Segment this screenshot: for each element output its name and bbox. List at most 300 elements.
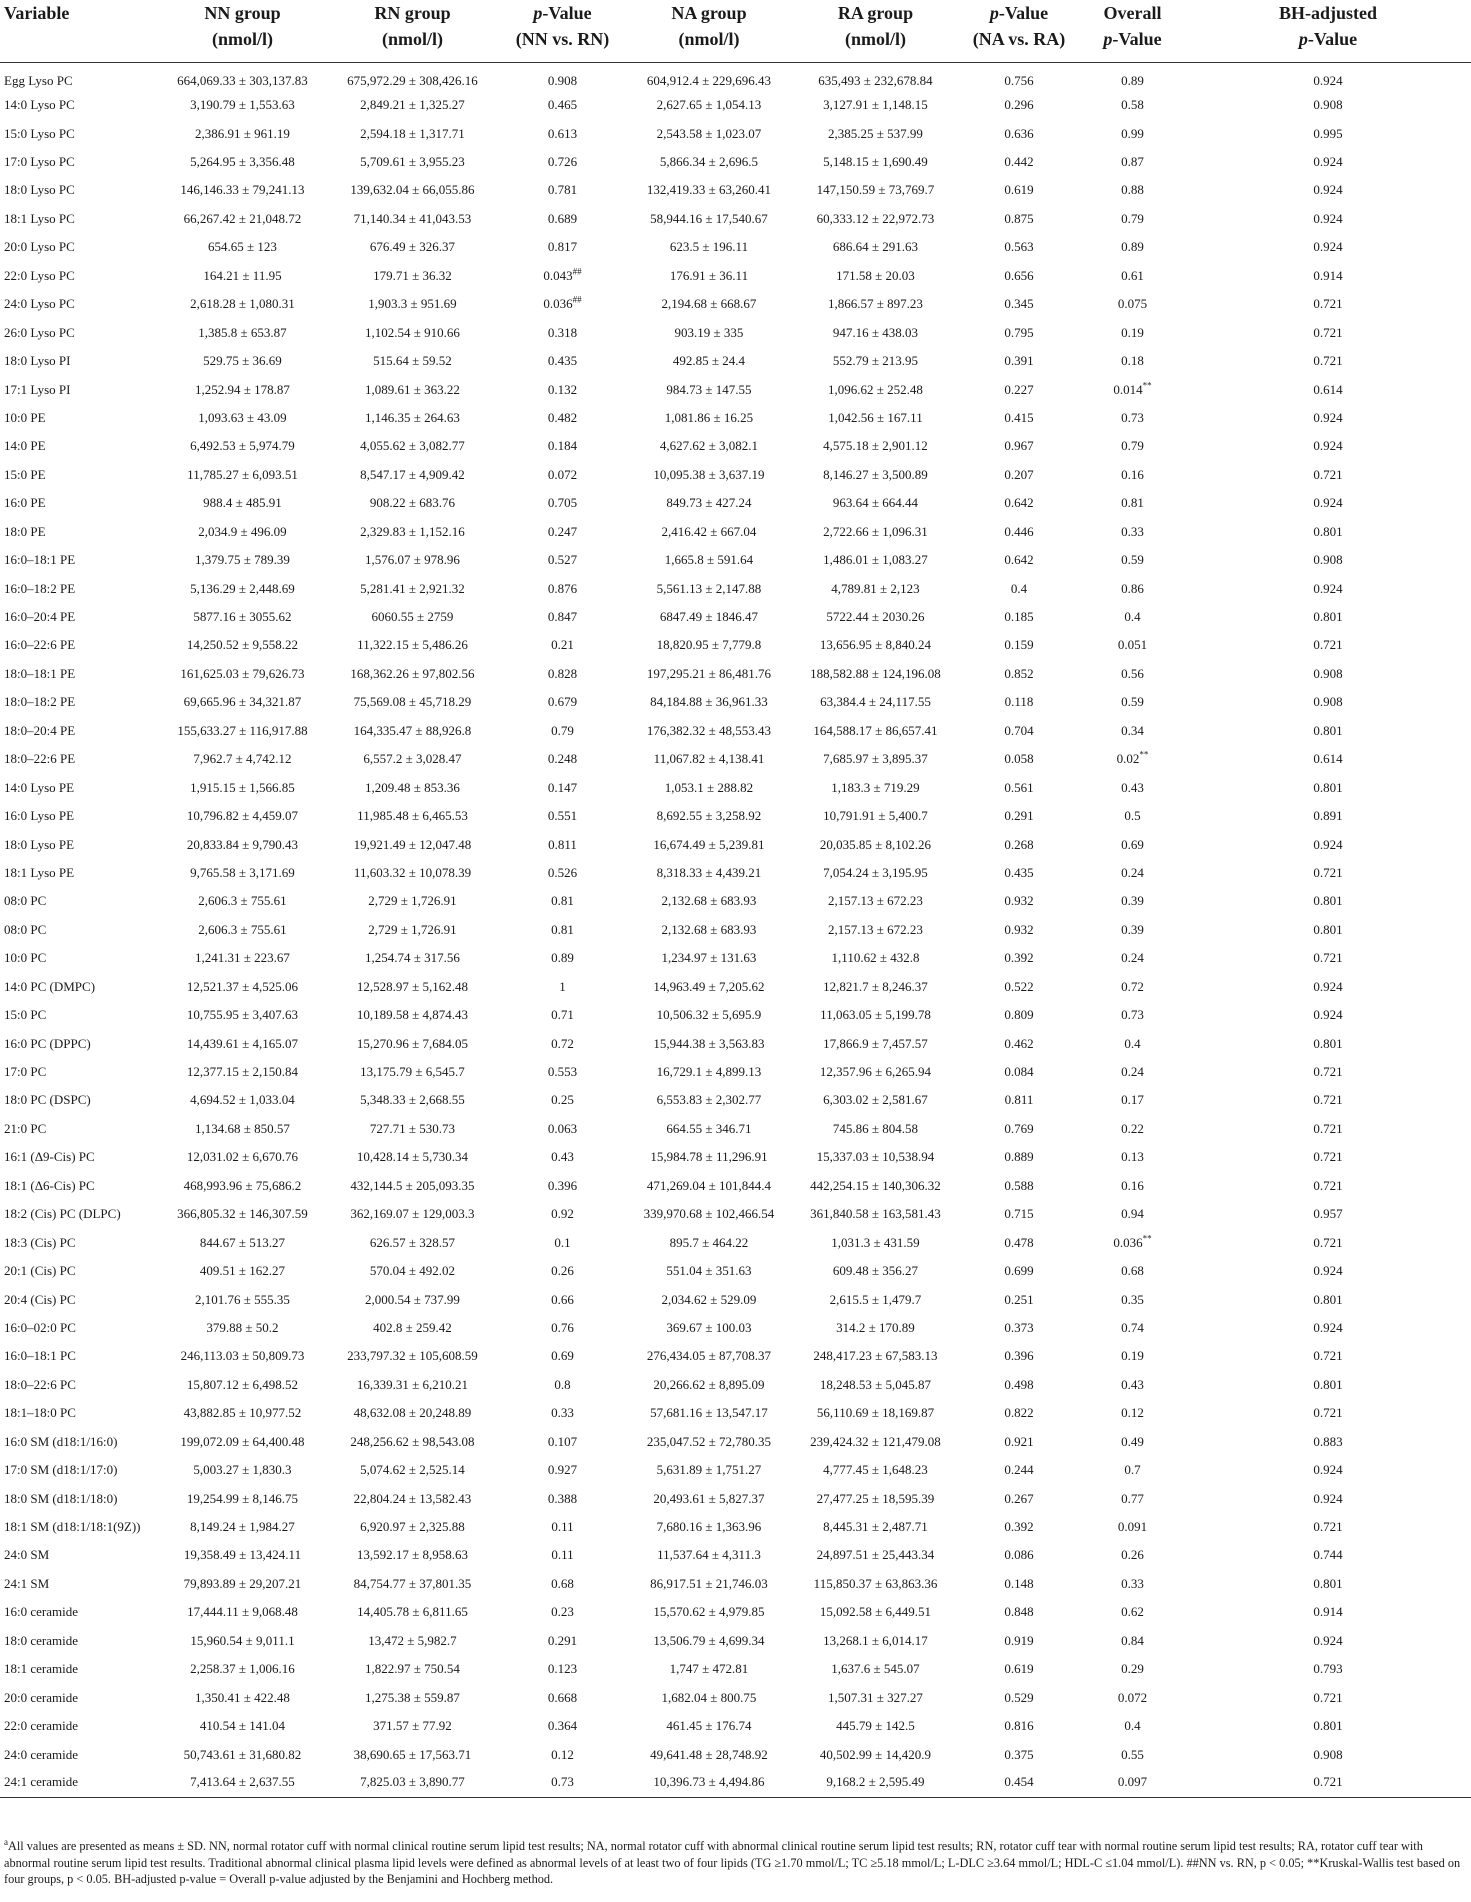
value-cell: 0.68 [1121,1263,1144,1279]
value-cell: 0.091 [1117,1519,1148,1535]
value-cell: 0.02** [1116,749,1149,767]
value-cell: 984.73 ± 147.55 [666,381,752,397]
table-row [0,489,1471,517]
value-cell: 0.924 [1313,210,1343,226]
table-row [0,176,1471,204]
value-cell: 16,729.1 ± 4,899.13 [656,1064,762,1080]
value-cell: 11,985.48 ± 6,465.53 [357,808,468,824]
variable-cell: 08:0 PC [4,893,47,909]
value-cell: 10,189.58 ± 4,874.43 [356,1007,469,1023]
value-cell: 5,561.13 ± 2,147.88 [656,580,762,596]
value-cell: 515.64 ± 59.52 [373,353,452,369]
value-cell: 63,384.4 ± 24,117.55 [820,694,931,710]
variable-cell: 18:0 Lyso PE [4,836,75,852]
value-cell: 0.781 [547,182,578,198]
value-cell: 0.39 [1121,921,1144,937]
table-row [0,1086,1471,1114]
value-cell: 5,074.62 ± 2,525.14 [360,1462,465,1478]
value-cell: 0.809 [1004,1007,1034,1023]
table-row [0,1627,1471,1655]
value-cell: 0.24 [1121,864,1144,880]
value-cell: 0.561 [1004,779,1034,795]
value-cell: 0.721 [1313,324,1343,340]
value-cell: 1,275.38 ± 559.87 [365,1689,460,1705]
table-footnote [4,1838,1464,1888]
value-cell: 0.705 [547,495,578,511]
value-cell: 0.721 [1313,1348,1343,1364]
table-row [0,1570,1471,1598]
value-cell: 2,615.5 ± 1,479.7 [829,1291,922,1307]
value-cell: 0.924 [1313,978,1343,994]
value-cell: 0.81 [551,893,574,909]
value-cell: 0.699 [1004,1263,1034,1279]
column-header-line1: BH-adjusted [1278,3,1377,23]
value-cell: 0.679 [547,694,578,710]
variable-cell: 24:0 SM [4,1547,50,1563]
value-cell: 13,592.17 ± 8,958.63 [356,1547,469,1563]
value-cell: 0.816 [1004,1718,1034,1734]
value-cell: 0.932 [1004,921,1034,937]
value-cell: 0.097 [1080,1769,1185,1797]
value-cell: 2,729 ± 1,726.91 [368,893,457,909]
value-cell: 8,547.17 ± 4,909.42 [360,466,465,482]
value-cell: 0.318 [547,324,578,340]
value-cell: 0.39 [1121,893,1144,909]
value-cell: 19,921.49 ± 12,047.48 [353,836,472,852]
value-cell: 0.921 [1004,1433,1034,1449]
value-cell: 0.86 [1121,580,1144,596]
table-row [0,546,1471,574]
table-row [0,63,1471,91]
value-cell: 22,804.24 ± 13,582.43 [353,1490,472,1506]
value-cell: 0.811 [1004,1092,1034,1108]
value-cell: 43,882.85 ± 10,977.52 [183,1405,302,1421]
value-cell: 0.4 [1010,580,1028,596]
value-cell: 623.5 ± 196.11 [669,239,749,255]
value-cell: 0.801 [1313,1718,1343,1734]
value-cell: 10,396.73 ± 4,494.86 [625,1769,793,1797]
value-cell: 5,281.41 ± 2,921.32 [360,580,465,596]
value-cell: 0.58 [1121,97,1144,113]
table-row [0,603,1471,631]
value-cell: 0.251 [1004,1291,1034,1307]
value-cell: 0.4 [1124,1035,1141,1051]
value-cell: 11,063.05 ± 5,199.78 [820,1007,931,1023]
value-cell: 11,322.15 ± 5,486.26 [357,637,468,653]
value-cell: 199,072.09 ± 64,400.48 [180,1433,305,1449]
value-cell: 6,920.97 ± 2,325.88 [360,1519,465,1535]
value-cell: 0.62 [1121,1604,1144,1620]
value-cell: 0.914 [1313,1604,1343,1620]
table-row [0,916,1471,944]
value-cell: 27,477.25 ± 18,595.39 [816,1490,935,1506]
value-cell: 0.478 [1004,1234,1034,1250]
value-cell: 1,915.15 ± 1,566.85 [190,779,295,795]
value-cell: 5877.16 ± 3055.62 [193,609,292,625]
value-cell: 0.29 [1121,1661,1144,1677]
variable-cell: 18:1 Lyso PE [4,864,75,880]
value-cell: 19,358.49 ± 13,424.11 [183,1547,302,1563]
column-header-line1: Variable [4,3,70,23]
value-cell: 0.94 [1121,1206,1144,1222]
value-cell: 12,357.96 ± 6,265.94 [819,1064,932,1080]
value-cell: 0.908 [1313,694,1343,710]
value-cell: 6,303.02 ± 2,581.67 [823,1092,928,1108]
value-cell: 0.801 [1313,1291,1343,1307]
variable-cell: 18:1 Lyso PC [4,210,75,226]
value-cell: 0.704 [1004,722,1034,738]
value-cell: 903.19 ± 335 [674,324,744,340]
table-row [0,717,1471,745]
value-cell: 0.49 [1121,1433,1144,1449]
value-cell: 139,632.04 ± 66,055.86 [350,182,475,198]
value-cell: 6847.49 ± 1846.47 [659,609,759,625]
value-cell: 314.2 ± 170.89 [836,1319,915,1335]
value-cell: 0.721 [1313,1149,1343,1165]
table-row [0,859,1471,887]
value-cell: 14,439.61 ± 4,165.07 [186,1035,299,1051]
value-cell: 3,190.79 ± 1,553.63 [190,97,295,113]
value-cell: 8,692.55 ± 3,258.92 [656,808,762,824]
variable-cell: 20:1 (Cis) PC [4,1263,76,1279]
value-cell: 0.522 [1004,978,1034,994]
column-header-line1: NA group [671,3,747,23]
value-cell: 0.207 [1004,466,1034,482]
value-cell: 2,194.68 ± 668.67 [661,296,757,312]
value-cell: 5722.44 ± 2030.26 [826,609,925,625]
value-cell: 17,866.9 ± 7,457.57 [823,1035,928,1051]
value-cell: 895.7 ± 464.22 [669,1234,749,1250]
value-cell: 2,101.76 ± 555.35 [195,1291,290,1307]
value-cell: 5,148.15 ± 1,690.49 [823,154,928,170]
column-header [325,0,500,63]
value-cell: 1,379.75 ± 789.39 [195,552,290,568]
value-cell: 0.17 [1121,1092,1144,1108]
value-cell: 9,168.2 ± 2,595.49 [793,1769,958,1797]
value-cell: 654.65 ± 123 [208,239,277,255]
value-cell: 0.721 [1313,864,1343,880]
value-cell: 2,606.3 ± 755.61 [198,893,287,909]
value-cell: 14,250.52 ± 9,558.22 [186,637,299,653]
value-cell: 0.147 [547,779,578,795]
value-cell: 0.454 [958,1769,1080,1797]
table-row [0,119,1471,147]
value-cell: 164,588.17 ± 86,657.41 [813,722,938,738]
value-cell: 7,825.03 ± 3,890.77 [325,1769,500,1797]
value-cell: 0.462 [1004,1035,1034,1051]
column-header-line2: (nmol/l) [678,29,740,49]
value-cell: 379.88 ± 50.2 [206,1319,279,1335]
value-cell: 20,035.85 ± 8,102.26 [819,836,932,852]
value-cell: 0.957 [1313,1206,1343,1222]
value-cell: 0.721 [1313,1064,1343,1080]
value-cell: 0.227 [1004,381,1034,397]
value-cell: 0.908 [1313,552,1343,568]
table-row [0,1740,1471,1768]
column-header-line1: p-Value [533,3,592,23]
value-cell: 0.636 [1004,125,1034,141]
value-cell: 0.55 [1121,1746,1144,1762]
variable-cell: 18:1–18:0 PC [4,1405,76,1421]
value-cell: 0.74 [1121,1319,1144,1335]
value-cell: 0.13 [1121,1149,1144,1165]
table-row [0,1541,1471,1569]
value-cell: 0.086 [1004,1547,1034,1563]
value-cell: 0.69 [551,1348,574,1364]
value-cell: 2,132.68 ± 683.93 [661,893,757,909]
value-cell: 0.063 [547,1120,578,1136]
value-cell: 0.291 [547,1632,578,1648]
value-cell: 0.848 [1004,1604,1034,1620]
value-cell: 0.118 [1004,694,1034,710]
table-row [0,432,1471,460]
value-cell: 0.924 [1313,409,1343,425]
value-cell: 1,096.62 ± 252.48 [828,381,923,397]
value-cell: 5,348.33 ± 2,668.55 [360,1092,465,1108]
value-cell: 4,777.45 ± 1,648.23 [823,1462,928,1478]
value-cell: 0.107 [547,1433,578,1449]
variable-cell: 15:0 PE [4,466,46,482]
variable-cell: 17:0 Lyso PC [4,154,75,170]
value-cell: 2,618.28 ± 1,080.31 [190,296,295,312]
table-row [0,1314,1471,1342]
variable-cell: 24:1 SM [4,1575,50,1591]
value-cell: 0.668 [547,1689,578,1705]
value-cell: 0.43 [551,1149,574,1165]
value-cell: 0.73 [500,1769,625,1797]
table-row [0,631,1471,659]
value-cell: 0.81 [551,921,574,937]
value-cell: 233,797.32 ± 105,608.59 [347,1348,478,1364]
value-cell: 8,146.27 ± 3,500.89 [823,466,928,482]
value-cell: 0.84 [1121,1632,1144,1648]
value-cell: 0.184 [547,438,578,454]
value-cell: 0.11 [551,1519,574,1535]
value-cell: 1,350.41 ± 422.48 [195,1689,290,1705]
variable-cell: 24:0 Lyso PC [4,296,75,312]
value-cell: 5,866.34 ± 2,696.5 [659,154,759,170]
value-cell: 38,690.65 ± 17,563.71 [353,1746,472,1762]
table-row [0,1399,1471,1427]
column-header-line1: Overall [1103,3,1162,23]
variable-cell: 26:0 Lyso PC [4,324,75,340]
value-cell: 239,424.32 ± 121,479.08 [810,1433,941,1449]
table-row [0,1655,1471,1683]
value-cell: 609.48 ± 356.27 [832,1263,919,1279]
value-cell: 0.391 [1004,353,1034,369]
value-cell: 0.084 [1004,1064,1034,1080]
variable-cell: 18:2 (Cis) PC (DLPC) [4,1206,121,1222]
value-cell: 0.876 [547,580,578,596]
value-cell: 0.529 [1004,1689,1034,1705]
value-cell: 0.924 [1313,239,1343,255]
value-cell: 686.64 ± 291.63 [832,239,919,255]
variable-cell: 16:0–22:6 PE [4,637,76,653]
value-cell: 963.64 ± 664.44 [832,495,919,511]
value-cell: 2,329.83 ± 1,152.16 [360,523,465,539]
value-cell: 0.908 [1313,1746,1343,1762]
value-cell: 0.721 [1313,1689,1343,1705]
value-cell: 570.04 ± 492.02 [369,1263,456,1279]
value-cell: 0.77 [1121,1490,1144,1506]
value-cell: 2,543.58 ± 1,023.07 [656,125,762,141]
value-cell: 1,747 ± 472.81 [669,1661,749,1677]
value-cell: 16,674.49 ± 5,239.81 [653,836,765,852]
table-row [0,1769,1471,1797]
table-row [0,205,1471,233]
value-cell: 0.721 [1313,1519,1343,1535]
variable-cell: 18:0–22:6 PE [4,751,76,767]
value-cell: 339,970.68 ± 102,466.54 [643,1206,775,1222]
table-row [0,944,1471,972]
variable-cell: 14:0 Lyso PE [4,779,75,795]
value-cell: 0.19 [1121,324,1144,340]
value-cell: 15,984.78 ± 11,296.91 [650,1149,768,1165]
value-cell: 0.967 [1004,438,1034,454]
value-cell: 48,632.08 ± 20,248.89 [353,1405,472,1421]
value-cell: 0.375 [1004,1746,1034,1762]
value-cell: 675,972.29 ± 308,426.16 [347,72,478,88]
value-cell: 0.924 [1313,1263,1343,1279]
value-cell: 0.25 [551,1092,574,1108]
value-cell: 7,413.64 ± 2,637.55 [160,1769,325,1797]
footnote-marker: a [4,1836,8,1847]
value-cell: 0.551 [547,808,578,824]
value-cell: 0.721 [1313,1234,1343,1250]
value-cell: 0.051 [1117,637,1148,653]
value-cell: 15,960.54 ± 9,011.1 [190,1632,295,1648]
value-cell: 4,694.52 ± 1,033.04 [190,1092,295,1108]
value-cell: 0.721 [1313,950,1343,966]
value-cell: 1,254.74 ± 317.56 [365,950,460,966]
value-cell: 0.801 [1313,1035,1343,1051]
variable-cell: 18:0–18:1 PE [4,665,76,681]
value-cell: 1 [559,978,566,994]
value-cell: 0.793 [1313,1661,1343,1677]
value-cell: 19,254.99 ± 8,146.75 [186,1490,299,1506]
value-cell: 2,034.9 ± 496.09 [198,523,287,539]
value-cell: 2,258.37 ± 1,006.16 [190,1661,295,1677]
table-row [0,233,1471,261]
value-cell: 15,337.03 ± 10,538.94 [816,1149,935,1165]
value-cell: 14,963.49 ± 7,205.62 [653,978,765,994]
value-cell: 0.89 [551,950,574,966]
value-cell: 2,386.91 ± 961.19 [195,125,290,141]
variable-cell: 21:0 PC [4,1120,47,1136]
value-cell: 115,850.37 ± 63,863.36 [813,1575,938,1591]
table-row [0,574,1471,602]
value-cell: 2,385.25 ± 537.99 [828,125,923,141]
value-cell: 0.924 [1313,438,1343,454]
column-header-line1: RA group [837,3,914,23]
value-cell: 58,944.16 ± 17,540.67 [650,210,768,226]
value-cell: 6,492.53 ± 5,974.79 [190,438,295,454]
value-cell: 0.446 [1004,523,1034,539]
value-cell: 2,157.13 ± 672.23 [828,921,923,937]
value-cell: 0.801 [1313,779,1343,795]
value-cell: 12,031.02 ± 6,670.76 [186,1149,299,1165]
value-cell: 402.8 ± 259.42 [373,1319,452,1335]
value-cell: 0.036## [543,294,582,312]
variable-cell: 20:0 ceramide [4,1689,78,1705]
value-cell: 0.5 [1124,808,1141,824]
value-cell: 1,209.48 ± 853.36 [365,779,460,795]
value-cell: 11,603.32 ± 10,078.39 [353,864,472,880]
value-cell: 171.58 ± 20.03 [836,267,915,283]
value-cell: 10,506.32 ± 5,695.9 [656,1007,762,1023]
value-cell: 248,256.62 ± 98,543.08 [350,1433,475,1449]
value-cell: 0.396 [1004,1348,1034,1364]
value-cell: 246,113.03 ± 50,809.73 [180,1348,305,1364]
value-cell: 0.61 [1121,267,1144,283]
value-cell: 0.924 [1313,1632,1343,1648]
value-cell: 84,754.77 ± 37,801.35 [353,1575,472,1591]
value-cell: 56,110.69 ± 18,169.87 [816,1405,935,1421]
value-cell: 0.619 [1004,1661,1034,1677]
value-cell: 0.11 [551,1547,574,1563]
column-header-line2: (NA vs. RA) [972,29,1066,49]
value-cell: 0.268 [1004,836,1034,852]
value-cell: 0.919 [1004,1632,1034,1648]
table-row [0,347,1471,375]
variable-cell: 08:0 PC [4,921,47,937]
value-cell: 1,252.94 ± 178.87 [195,381,290,397]
value-cell: 0.26 [1121,1547,1144,1563]
value-cell: 461.45 ± 176.74 [666,1718,752,1734]
value-cell: 0.526 [547,864,578,880]
value-cell: 18,248.53 ± 5,045.87 [819,1376,932,1392]
value-cell: 132,419.33 ± 63,260.41 [646,182,772,198]
value-cell: 1,385.8 ± 653.87 [198,324,287,340]
variable-cell: 18:0–22:6 PC [4,1376,76,1392]
value-cell: 988.4 ± 485.91 [203,495,282,511]
table-row [0,1598,1471,1626]
value-cell: 20,493.61 ± 5,827.37 [653,1490,765,1506]
value-cell: 60,333.12 ± 22,972.73 [816,210,935,226]
table-row [0,1001,1471,1029]
value-cell: 0.482 [547,409,578,425]
value-cell: 0.16 [1121,466,1144,482]
column-header [1185,0,1471,63]
table-row [0,148,1471,176]
table-row [0,688,1471,716]
value-cell: 0.822 [1004,1405,1034,1421]
value-cell: 197,295.21 ± 86,481.76 [646,665,772,681]
value-cell: 371.57 ± 77.92 [373,1718,452,1734]
value-cell: 1,031.3 ± 431.59 [831,1234,920,1250]
value-cell: 0.247 [547,523,578,539]
value-cell: 176.91 ± 36.11 [669,267,749,283]
value-cell: 492.85 ± 24.4 [672,353,746,369]
value-cell: 10,095.38 ± 3,637.19 [653,466,765,482]
column-header [0,0,160,63]
value-cell: 6,553.83 ± 2,302.77 [656,1092,762,1108]
variable-cell: 18:3 (Cis) PC [4,1234,76,1250]
value-cell: 0.21 [551,637,574,653]
value-cell: 147,150.59 ± 73,769.7 [816,182,935,198]
value-cell: 849.73 ± 427.24 [666,495,752,511]
value-cell: 471,269.04 ± 101,844.4 [646,1177,772,1193]
value-cell: 442,254.15 ± 140,306.32 [810,1177,941,1193]
value-cell: 0.588 [1004,1177,1034,1193]
value-cell: 664.55 ± 346.71 [666,1120,752,1136]
value-cell: 40,502.99 ± 14,420.9 [819,1746,932,1762]
variable-cell: 18:1 (Δ6-Cis) PC [4,1177,95,1193]
value-cell: 0.924 [1313,154,1343,170]
value-cell: 1,576.07 ± 978.96 [365,552,460,568]
value-cell: 0.291 [1004,808,1034,824]
value-cell: 0.8 [554,1376,571,1392]
